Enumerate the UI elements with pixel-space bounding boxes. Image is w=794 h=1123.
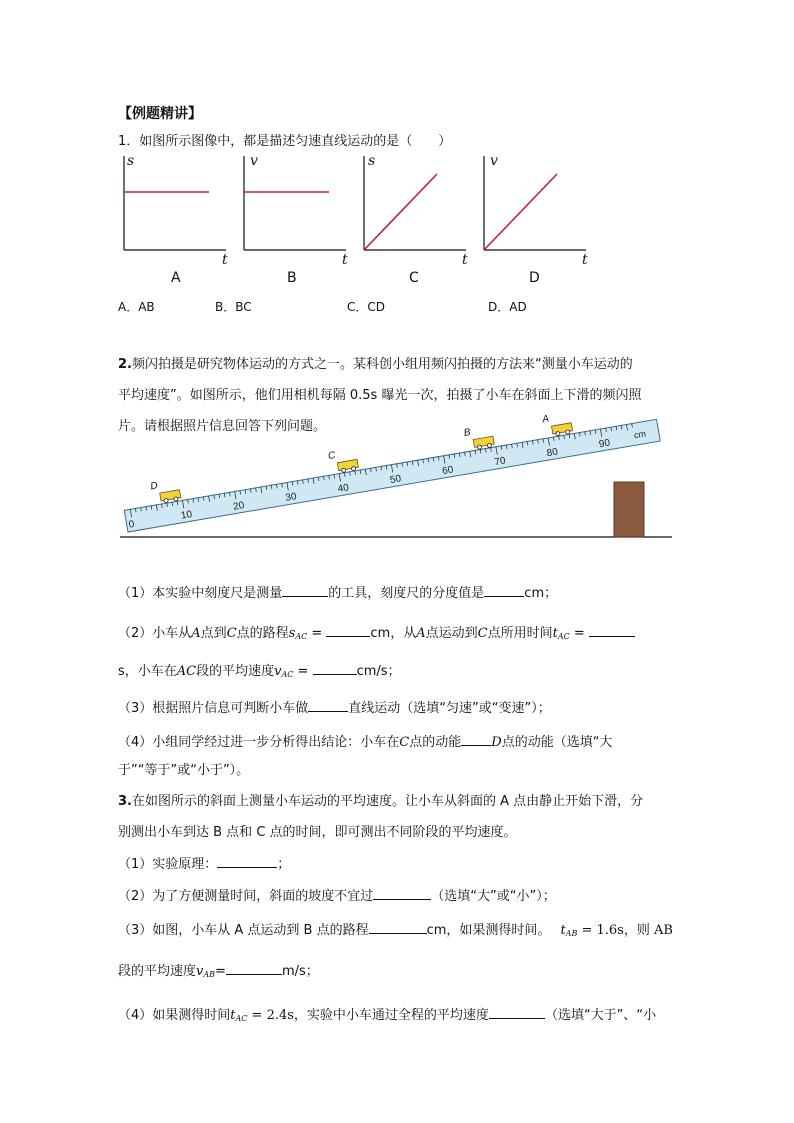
graph-c-ylabel: s (368, 153, 376, 169)
q2-p2l2-blank[interactable] (313, 660, 357, 675)
car-label: B (463, 426, 472, 439)
q2-part2-line2 (118, 660, 401, 679)
q3-p4-text-a: （4）如果测得时间 (118, 1008, 231, 1023)
q2-part4-line1 (118, 731, 612, 750)
q2-p2-point-c: C (226, 626, 237, 641)
car-d (150, 477, 182, 505)
q2-p2l2-v-symbol: v (274, 664, 282, 679)
q2-p2l2-v-sub: AC (281, 670, 294, 679)
q3-p3-text-a: （3）如图，小车从 A 点运动到 B 点的路程 (118, 923, 369, 938)
q2-p1-text-c: cm； (524, 586, 558, 601)
incline-support (614, 482, 644, 537)
graph-b-label: B (287, 270, 297, 286)
ruler-label: 40 (336, 482, 350, 495)
q2-part2-line1 (118, 622, 635, 641)
car-a (540, 410, 573, 438)
ruler-label: 50 (389, 473, 402, 487)
graph-a-xlabel: t (222, 252, 228, 268)
q2-p3-text-a: （3）根据照片信息可判断小车做 (118, 701, 309, 716)
q3-p3l2-text-c: m/s； (281, 964, 319, 979)
q3-line1: 3.在如图所示的斜面上测量小车运动的平均速度。让小车从斜面的 A 点由静止开始下滑，分 (118, 794, 644, 809)
q3-line2: 别测出小车到达 B 点和 C 点的时间，即可测出不同阶段的平均速度。 (118, 825, 517, 840)
q3-part4 (118, 1004, 656, 1023)
q3-p3-blank[interactable] (369, 919, 427, 934)
q2-p4-blank[interactable] (461, 731, 491, 746)
q2-p2-text-e: cm，从 (370, 626, 417, 641)
ruler-label: 0 (127, 518, 136, 531)
car-wheel (565, 430, 570, 435)
q3-p4-t-sub: AC (235, 1014, 248, 1023)
q2-p2-t-sub: AC (557, 632, 570, 641)
graph-a-ylabel: s (127, 153, 135, 169)
graph-d-label: D (529, 270, 540, 286)
q2-p1-text-b: 的工具，刻度尺的分度值是 (328, 586, 485, 601)
q2-p4-point-c: C (399, 735, 410, 750)
ruler-label: 30 (284, 491, 298, 504)
q3-p4-text-c: （选填“大于”、“小 (544, 1008, 657, 1023)
q2-part4-line2: 于”“等于”或“小于”）。 (118, 763, 250, 778)
q2-line1-body: 频闪拍摄是研究物体运动的方式之一。某科创小组用频闪拍摄的方法来“测量小车运动的 (131, 357, 633, 372)
q2-p2l2-text-b: 段的平均速度 (196, 664, 275, 679)
car-wheel (174, 497, 179, 502)
car-wheel (556, 431, 561, 436)
ruler-label: 90 (598, 437, 611, 451)
car-label: D (149, 480, 159, 493)
q2-p2l2-segment: AC (176, 664, 197, 679)
q2-p2-text-g: 点所用时间 (487, 626, 553, 641)
q2-line2: 平均速度”。如图所示，他们用相机每隔 0.5s 曝光一次，拍摄了小车在斜面上下滑的频闪照 (118, 388, 642, 403)
q2-p2-eq1: = (307, 626, 327, 641)
q3-p2-text-a: （2）为了方便测量时间，斜面的坡度不宜过 (118, 889, 374, 904)
graph-c-label: C (409, 270, 419, 286)
ruler-label: 20 (232, 500, 246, 513)
q2-p2-blank2[interactable] (589, 622, 635, 637)
graph-b-xlabel: t (342, 252, 348, 268)
car-label: C (327, 450, 337, 463)
graph-d-xlabel: t (582, 252, 588, 268)
car-wheel (351, 466, 356, 471)
graph-d-line (484, 174, 557, 250)
car-wheel (164, 498, 169, 503)
car-wheel (487, 443, 492, 448)
q2-p2l2-text-d: cm/s； (356, 664, 401, 679)
q2-p2l2-text-a: s，小车在 (118, 664, 177, 679)
ruler-unit: cm (633, 428, 647, 441)
car-wheel (477, 445, 482, 450)
q1-option-c: C．CD (347, 300, 385, 314)
q1-option-a: A．AB (118, 300, 155, 314)
ruler-label: 70 (493, 455, 507, 469)
q3-part2 (118, 885, 556, 904)
q1-option-d: D．AD (488, 300, 527, 314)
q2-p2-s-symbol: s (288, 626, 296, 641)
q3-p3l2-v-sub: AB (203, 970, 216, 979)
q1-option-b: B．BC (215, 300, 252, 314)
ruler-label: 10 (180, 509, 194, 522)
graph-c-line (364, 174, 437, 250)
q3-p2-text-b: （选填“大”或“小”）； (431, 889, 556, 904)
graph-d (484, 156, 586, 250)
q2-p2-text-f: 点运动到 (425, 626, 478, 641)
q2-p4-point-d: D (491, 735, 502, 750)
q3-p4-text-b: = 2.4s，实验中小车通过全程的平均速度 (247, 1008, 489, 1023)
section-title: 【例题精讲】 (118, 106, 202, 122)
q3-line1-body: 在如图所示的斜面上测量小车运动的平均速度。让小车从斜面的 A 点由静止开始下滑，分 (131, 794, 644, 809)
q3-p1-text-b: ； (277, 857, 291, 872)
q2-p4-text-b: 点的动能 (409, 735, 462, 750)
q3-p3l2-v-symbol: v (196, 964, 204, 979)
q2-line3: 片。请根据照片信息回答下列问题。 (118, 419, 327, 434)
q2-p2-text-a: （2）小车从 (118, 626, 192, 641)
q2-p3-blank[interactable] (308, 697, 348, 712)
ruler-label: 60 (441, 464, 455, 478)
q2-p2-point-a: A (191, 626, 201, 641)
q3-p4-blank[interactable] (489, 1004, 545, 1019)
q2-line1: 2.频闪拍摄是研究物体运动的方式之一。某科创小组用频闪拍摄的方法来“测量小车运动的 (118, 357, 633, 372)
q3-part3-line2 (118, 960, 319, 979)
q2-p3-text-b: 直线运动（选填“匀速”或“变速”）； (348, 701, 551, 716)
q3-p1-blank[interactable] (217, 853, 277, 868)
q2-part1 (118, 582, 557, 601)
ruler-label: 80 (545, 446, 559, 460)
q2-p4-text-c: 点的动能（选填“大 (501, 735, 613, 750)
q1-stem: 1．如图所示图像中，都是描述匀速直线运动的是（ ） (118, 134, 452, 149)
q3-part3-line1 (118, 919, 673, 938)
q2-p2-s-sub: AC (295, 632, 308, 641)
q2-p4-text-a: （4）小组同学经过进一步分析得出结论：小车在 (118, 735, 400, 750)
q3-p2-blank[interactable] (373, 885, 431, 900)
q2-p2-eq2: = (569, 626, 589, 641)
q2-p1-text-a: （1）本实验中刻度尺是测量 (118, 586, 283, 601)
q2-p2-text-b: 点到 (200, 626, 227, 641)
q3-p3-text-b: cm，如果测得时间。 (426, 923, 551, 938)
car-b (463, 423, 495, 451)
q2-p2-t-symbol: t (552, 626, 558, 641)
q3-p3l2-eq: = (215, 964, 226, 979)
graph-b (244, 156, 346, 250)
q2-p1-blank1[interactable] (282, 582, 328, 597)
q2-part3 (118, 697, 551, 716)
q3-p3-t-sub: AB (565, 929, 578, 938)
car-label: A (541, 413, 550, 426)
q2-p2-text-c: 点的路程 (236, 626, 289, 641)
q2-p2-point-a2: A (416, 626, 426, 641)
q3-p4-t-symbol: t (230, 1008, 236, 1023)
q3-p3l2-blank[interactable] (226, 960, 282, 975)
q3-p3-text-c: = 1.6s，则 AB (577, 923, 673, 938)
q3-p3l2-text-a: 段的平均速度 (118, 964, 197, 979)
graph-b-ylabel: v (250, 153, 258, 169)
q3-p1-text-a: （1）实验原理： (118, 857, 218, 872)
car-c (327, 447, 359, 475)
q1-graphs (110, 152, 600, 287)
graph-a (124, 156, 226, 250)
q2-p2-blank1[interactable] (326, 622, 370, 637)
car-wheel (341, 468, 346, 473)
q2-p2l2-eq: = (293, 664, 313, 679)
q3-p3-t-symbol: t (560, 923, 566, 938)
graph-a-label: A (171, 270, 181, 286)
q2-p2-point-c2: C (477, 626, 488, 641)
graph-c-xlabel: t (462, 252, 468, 268)
graph-c (364, 156, 466, 250)
graph-d-ylabel: v (490, 153, 498, 169)
q2-p1-blank2[interactable] (484, 582, 524, 597)
q3-part1 (118, 853, 290, 872)
